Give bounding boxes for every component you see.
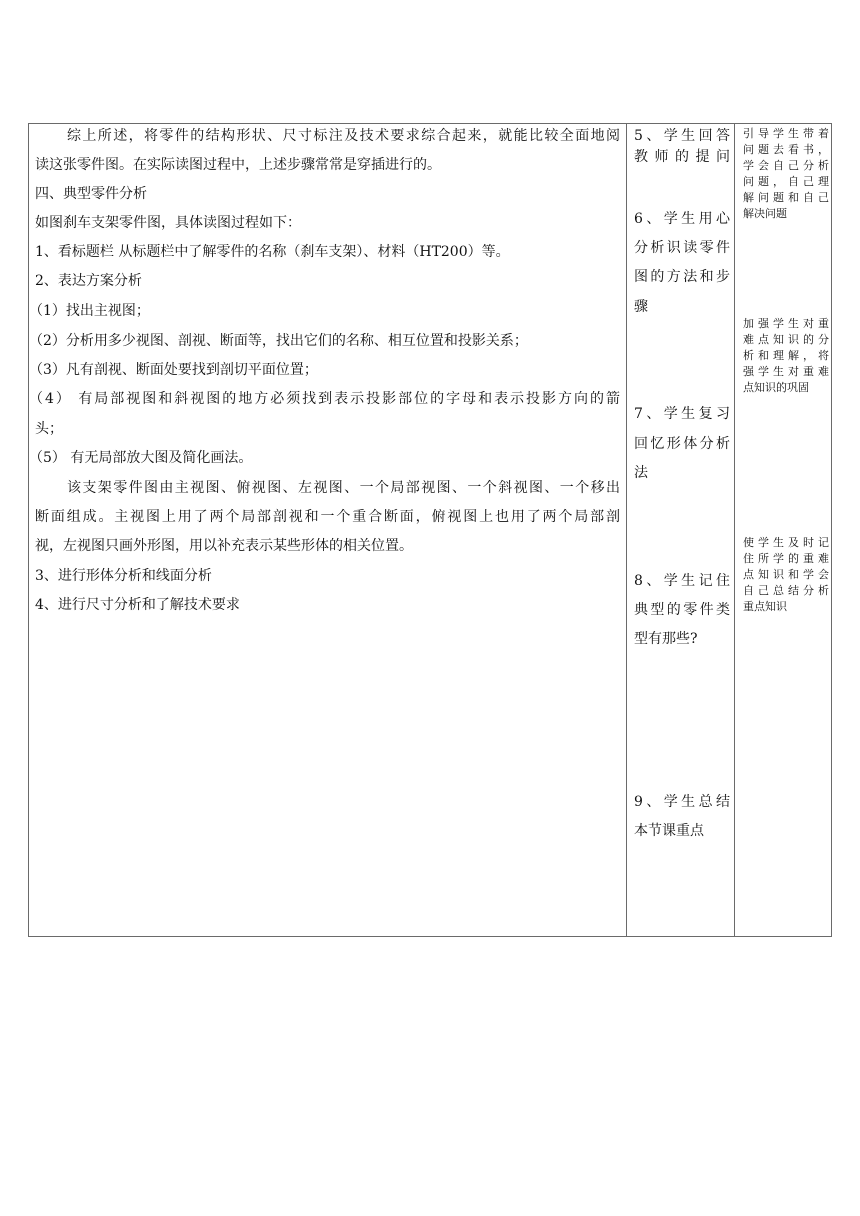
student-activity-line: 6、学生用心 xyxy=(634,211,730,227)
student-activity-line: 型有那些? xyxy=(634,631,698,647)
design-intent-line: 点知识的巩固 xyxy=(743,381,809,394)
content-line: 1、看标题栏 从标题栏中了解零件的名称（刹车支架）、材料（HT200）等。 xyxy=(35,244,510,260)
student-activity-line: 典型的零件类 xyxy=(634,602,730,618)
student-activity-line: 教师的提问 xyxy=(634,149,730,165)
content-line: 断面组成。主视图上用了两个局部剖视和一个重合断面，俯视图上也用了两个局部剖 xyxy=(35,509,620,525)
student-activity-line: 法 xyxy=(634,465,648,481)
design-intent-line: 解决问题 xyxy=(743,207,787,220)
student-activity-line: 回忆形体分析 xyxy=(634,436,730,452)
content-line: （3）凡有剖视、断面处要找到剖切平面位置； xyxy=(29,362,318,378)
section-heading: 四、典型零件分析 xyxy=(35,186,147,202)
content-line: （1）找出主视图； xyxy=(29,303,150,319)
student-activity-line: 7、学生复习 xyxy=(634,406,730,422)
content-line: 4、进行尺寸分析和了解技术要求 xyxy=(35,597,240,613)
student-activity-line: 5、学生回答 xyxy=(634,128,730,144)
teaching-content-cell xyxy=(29,124,626,936)
content-line: 该支架零件图由主视图、俯视图、左视图、一个局部视图、一个斜视图、一个移出 xyxy=(67,480,620,496)
design-intent-line: 问题去看书， xyxy=(743,143,829,156)
design-intent-line: 自己总结分析 xyxy=(743,584,829,597)
content-line: 视，左视图只画外形图，用以补充表示某些形体的相关位置。 xyxy=(35,538,413,554)
content-line: （2）分析用多少视图、剖视、断面等，找出它们的名称、相互位置和投影关系； xyxy=(29,333,528,349)
design-intent-line: 强学生对重难 xyxy=(743,365,829,378)
student-activity-line: 9、学生总结 xyxy=(634,794,730,810)
content-line: 2、表达方案分析 xyxy=(35,273,142,289)
content-line: 3、进行形体分析和线面分析 xyxy=(35,568,212,584)
student-activity-line: 本节课重点 xyxy=(634,823,704,839)
design-intent-line: 学会自己分析 xyxy=(743,159,829,172)
student-activity-line: 骤 xyxy=(634,299,648,315)
design-intent-line: 点知识和学会 xyxy=(743,568,829,581)
design-intent-line: 问题，自己理 xyxy=(743,175,829,188)
design-intent-line: 住所学的重难 xyxy=(743,552,829,565)
design-intent-cell xyxy=(735,124,833,936)
content-line: 读这张零件图。在实际读图过程中，上述步骤常常是穿插进行的。 xyxy=(35,157,441,173)
content-line: （4） 有局部视图和斜视图的地方必须找到表示投影部位的字母和表示投影方向的箭 xyxy=(29,391,620,407)
design-intent-line: 解问题和自己 xyxy=(743,191,829,204)
content-line: 如图刹车支架零件图，具体读图过程如下： xyxy=(35,215,301,231)
lesson-plan-table xyxy=(28,123,832,937)
design-intent-line: 析和理解，将 xyxy=(743,349,829,362)
design-intent-line: 重点知识 xyxy=(743,600,787,613)
content-line: （5） 有无局部放大图及简化画法。 xyxy=(29,450,253,466)
student-activity-line: 分析识读零件 xyxy=(634,240,730,256)
design-intent-line: 使学生及时记 xyxy=(743,536,829,549)
design-intent-line: 引导学生带着 xyxy=(743,127,829,140)
content-line: 综上所述，将零件的结构形状、尺寸标注及技术要求综合起来，就能比较全面地阅 xyxy=(67,128,620,144)
student-activity-cell xyxy=(627,124,734,936)
design-intent-line: 难点知识的分 xyxy=(743,333,829,346)
student-activity-line: 图的方法和步 xyxy=(634,269,730,285)
student-activity-line: 8、学生记住 xyxy=(634,573,730,589)
design-intent-line: 加强学生对重 xyxy=(743,317,829,330)
content-line: 头； xyxy=(35,421,63,437)
